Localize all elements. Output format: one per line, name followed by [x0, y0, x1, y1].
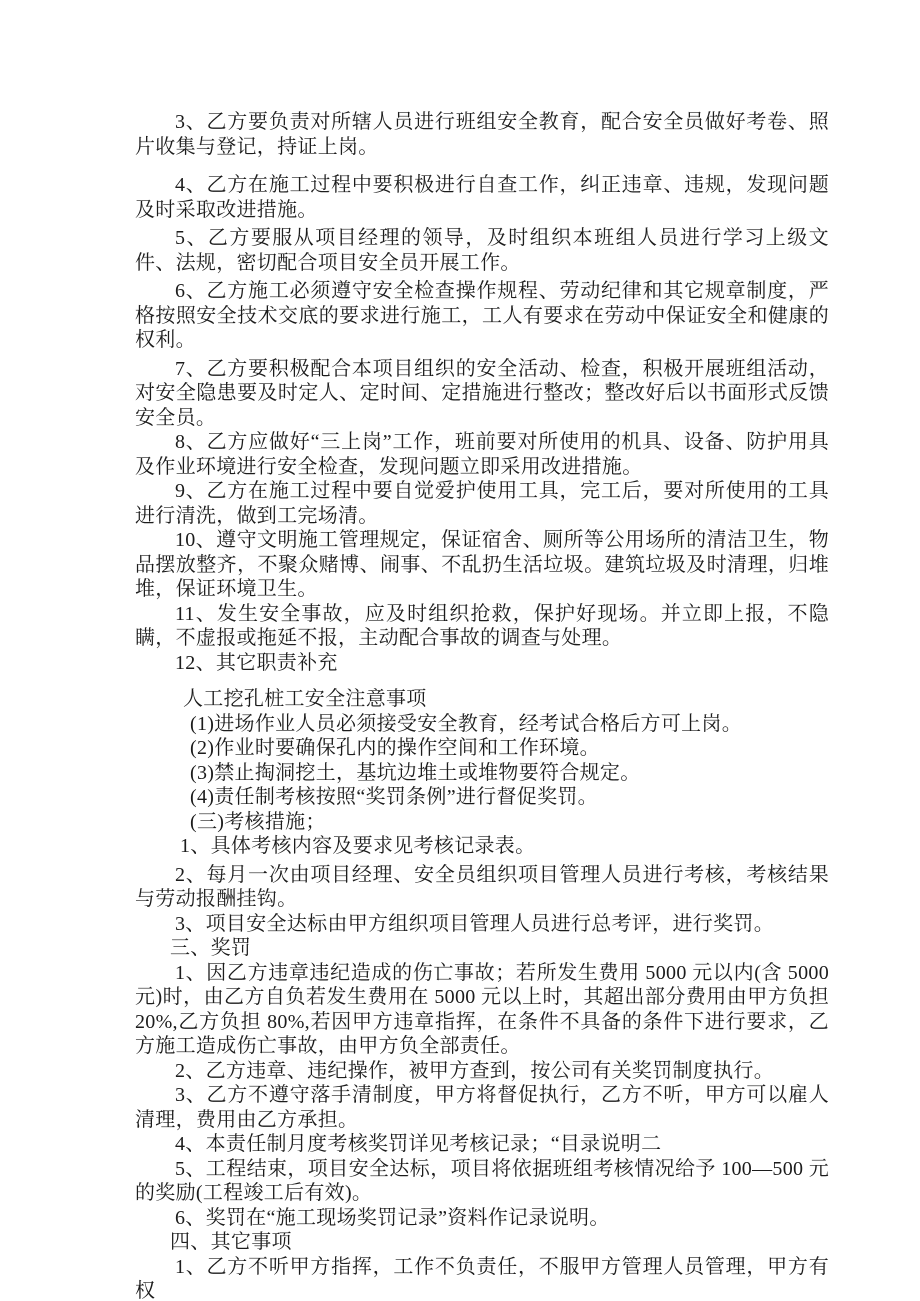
paragraph: 四、其它事项 — [170, 1231, 292, 1253]
paragraph: 2、每月一次由项目经理、安全员组织项目管理人员进行考核，考核结果与劳动报酬挂钩。 — [135, 863, 829, 910]
paragraph: 人工挖孔桩工安全注意事项 — [183, 688, 427, 710]
paragraph: (4)责任制考核按照“奖罚条例”进行督促奖罚。 — [190, 786, 598, 808]
paragraph: 1、具体考核内容及要求见考核记录表。 — [180, 835, 536, 857]
paragraph: 3、乙方不遵守落手清制度，甲方将督促执行，乙方不听，甲方可以雇人清理，费用由乙方承担。 — [135, 1084, 829, 1131]
paragraph: 10、遵守文明施工管理规定，保证宿舍、厕所等公用场所的清洁卫生，物品摆放整齐，不聚众赌博、闹事、不乱扔生活垃圾。建筑垃圾及时清理，归堆堆，保证环境卫生。 — [135, 529, 829, 600]
paragraph: 9、乙方在施工过程中要自觉爱护使用工具，完工后，要对所使用的工具进行清洗，做到工完场清。 — [135, 480, 829, 527]
paragraph: 12、其它职责补充 — [175, 651, 338, 674]
paragraph: 5、工程结束，项目安全达标，项目将依据班组考核情况给予 100—500 元的奖励(工程竣工后有效)。 — [135, 1157, 829, 1204]
paragraph: (3)禁止掏洞挖土，基坑边堆土或堆物要符合规定。 — [190, 761, 641, 784]
paragraph: (2)作业时要确保孔内的操作空间和工作环境。 — [190, 737, 600, 759]
paragraph: 三、奖罚 — [170, 937, 252, 959]
document-body — [135, 110, 829, 1301]
paragraph: 7、乙方要积极配合本项目组织的安全活动、检查，积极开展班组活动，对安全隐患要及时定人、定时间、定措施进行整改；整改好后以书面形式反馈安全员。 — [135, 357, 829, 429]
paragraph: 3、乙方要负责对所辖人员进行班组安全教育，配合安全员做好考卷、照片收集与登记，持证上岗。 — [135, 111, 829, 158]
paragraph: (1)进场作业人员必须接受安全教育，经考试合格后方可上岗。 — [190, 712, 743, 735]
paragraph: 4、本责任制月度考核奖罚详见考核记录；“目录说明二 — [175, 1133, 662, 1155]
paragraph: 11、发生安全事故，应及时组织抢救，保护好现场。并立即上报，不隐瞒，不虚报或拖延不报，主动配合事故的调查与处理。 — [135, 602, 829, 649]
paragraph: 3、项目安全达标由甲方组织项目管理人员进行总考评，进行奖罚。 — [175, 912, 774, 935]
paragraph: 2、乙方违章、违纪操作，被甲方查到，按公司有关奖罚制度执行。 — [175, 1059, 774, 1082]
paragraph: 1、因乙方违章违纪造成的伤亡事故；若所发生费用 5000 元以内(含 5000 元)时，由乙方自负若发生费用在 5000 元以上时，其超出部分费用由甲方负担 20%,乙方负担 80%,若因甲方违章指挥，在条件不具备的条件下进行要求，乙方施工造成伤亡事故，由甲方负全部责任。 — [135, 961, 829, 1057]
paragraph: 5、乙方要服从项目经理的领导，及时组织本班组人员进行学习上级文件、法规，密切配合项目安全员开展工作。 — [135, 227, 829, 274]
paragraph: 6、奖罚在“施工现场奖罚记录”资料作记录说明。 — [175, 1206, 610, 1229]
paragraph: 8、乙方应做好“三上岗”工作，班前要对所使用的机具、设备、防护用具及作业环境进行安全检查，发现问题立即采用改进措施。 — [135, 431, 829, 478]
paragraph: (三)考核措施； — [190, 810, 326, 833]
paragraph: 4、乙方在施工过程中要积极进行自查工作，纠正违章、违规，发现问题及时采取改进措施。 — [135, 174, 829, 221]
paragraph: 6、乙方施工必须遵守安全检查操作规程、劳动纪律和其它规章制度，严格按照安全技术交底的要求进行施工，工人有要求在劳动中保证安全和健康的权利。 — [135, 280, 829, 351]
paragraph: 1、乙方不听甲方指挥，工作不负责任，不服甲方管理人员管理，甲方有权 — [135, 1255, 829, 1301]
